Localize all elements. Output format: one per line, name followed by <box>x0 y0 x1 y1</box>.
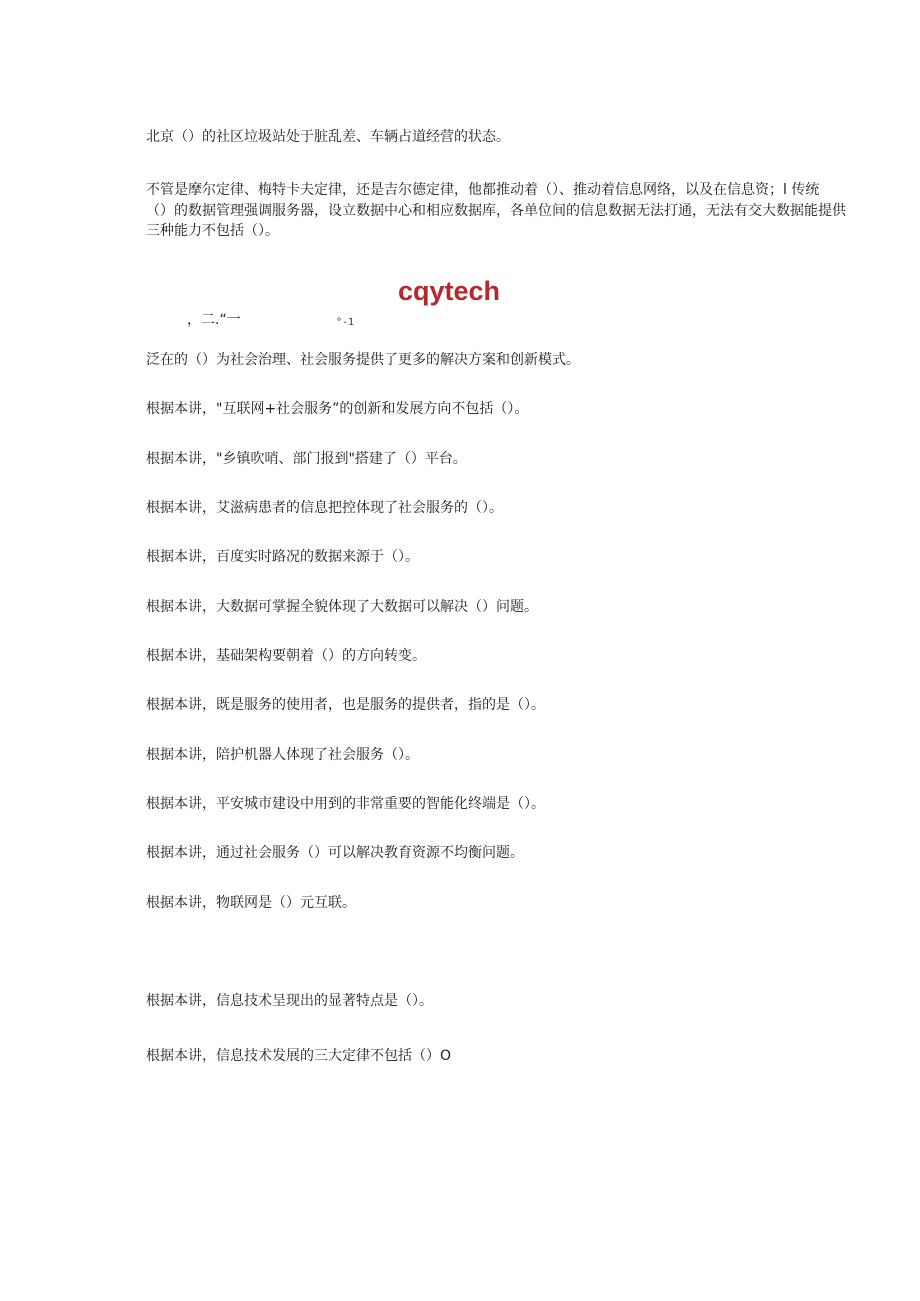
question-line: 根据本讲，大数据可掌握全貌体现了大数据可以解决（）问题。 <box>146 599 538 615</box>
paragraph-line: 不管是摩尔定律、梅特卡夫定律，还是吉尔德定律，他都推动着（）、推动着信息网络，以及在信息资；l 传统 <box>146 182 820 198</box>
question-line: 根据本讲，通过社会服务（）可以解决教育资源不均衡问题。 <box>146 845 524 861</box>
question-line: 根据本讲，信息技术发展的三大定律不包括（）O <box>146 1048 452 1064</box>
question-line: 根据本讲，平安城市建设中用到的非常重要的智能化终端是（）。 <box>146 796 545 812</box>
question-line: 根据本讲，物联网是（）元互联。 <box>146 895 356 911</box>
question-line: 泛在的（）为社会治理、社会服务提供了更多的解决方案和创新模式。 <box>146 352 580 368</box>
question-line: 根据本讲，既是服务的使用者，也是服务的提供者，指的是（）。 <box>146 697 545 713</box>
question-paragraph <box>146 180 920 242</box>
paragraph-line: （）的数据管理强调服务器，设立数据中心和相应数据库，各单位间的信息数据无法打通，无法有交大数据能提供 <box>146 202 846 219</box>
question-line: 根据本讲，百度实时路况的数据来源于（）。 <box>146 549 419 565</box>
paragraph-line: 三种能力不包括（）。 <box>146 223 279 239</box>
stray-text-fragment: °-1 <box>336 317 355 328</box>
question-line: 根据本讲，艾滋病患者的信息把控体现了社会服务的（）。 <box>146 500 503 516</box>
question-line: 根据本讲，陪护机器人体现了社会服务（）。 <box>146 747 419 763</box>
watermark-text: cqytech <box>398 276 501 306</box>
question-line: 根据本讲，"互联网+社会服务”的创新和发展方向不包括（）。 <box>146 401 529 417</box>
stray-text-fragment: ，二.“一 <box>187 312 241 328</box>
question-line: 根据本讲，基础架构要朝着（）的方向转变。 <box>146 648 426 664</box>
question-line: 北京（）的社区垃圾站处于脏乱差、车辆占道经营的状态。 <box>146 129 510 145</box>
question-line: 根据本讲，信息技术呈现出的显著特点是（）。 <box>146 993 433 1009</box>
question-line: 根据本讲，"乡镇吹哨、部门报到"搭建了（）平台。 <box>146 451 467 467</box>
